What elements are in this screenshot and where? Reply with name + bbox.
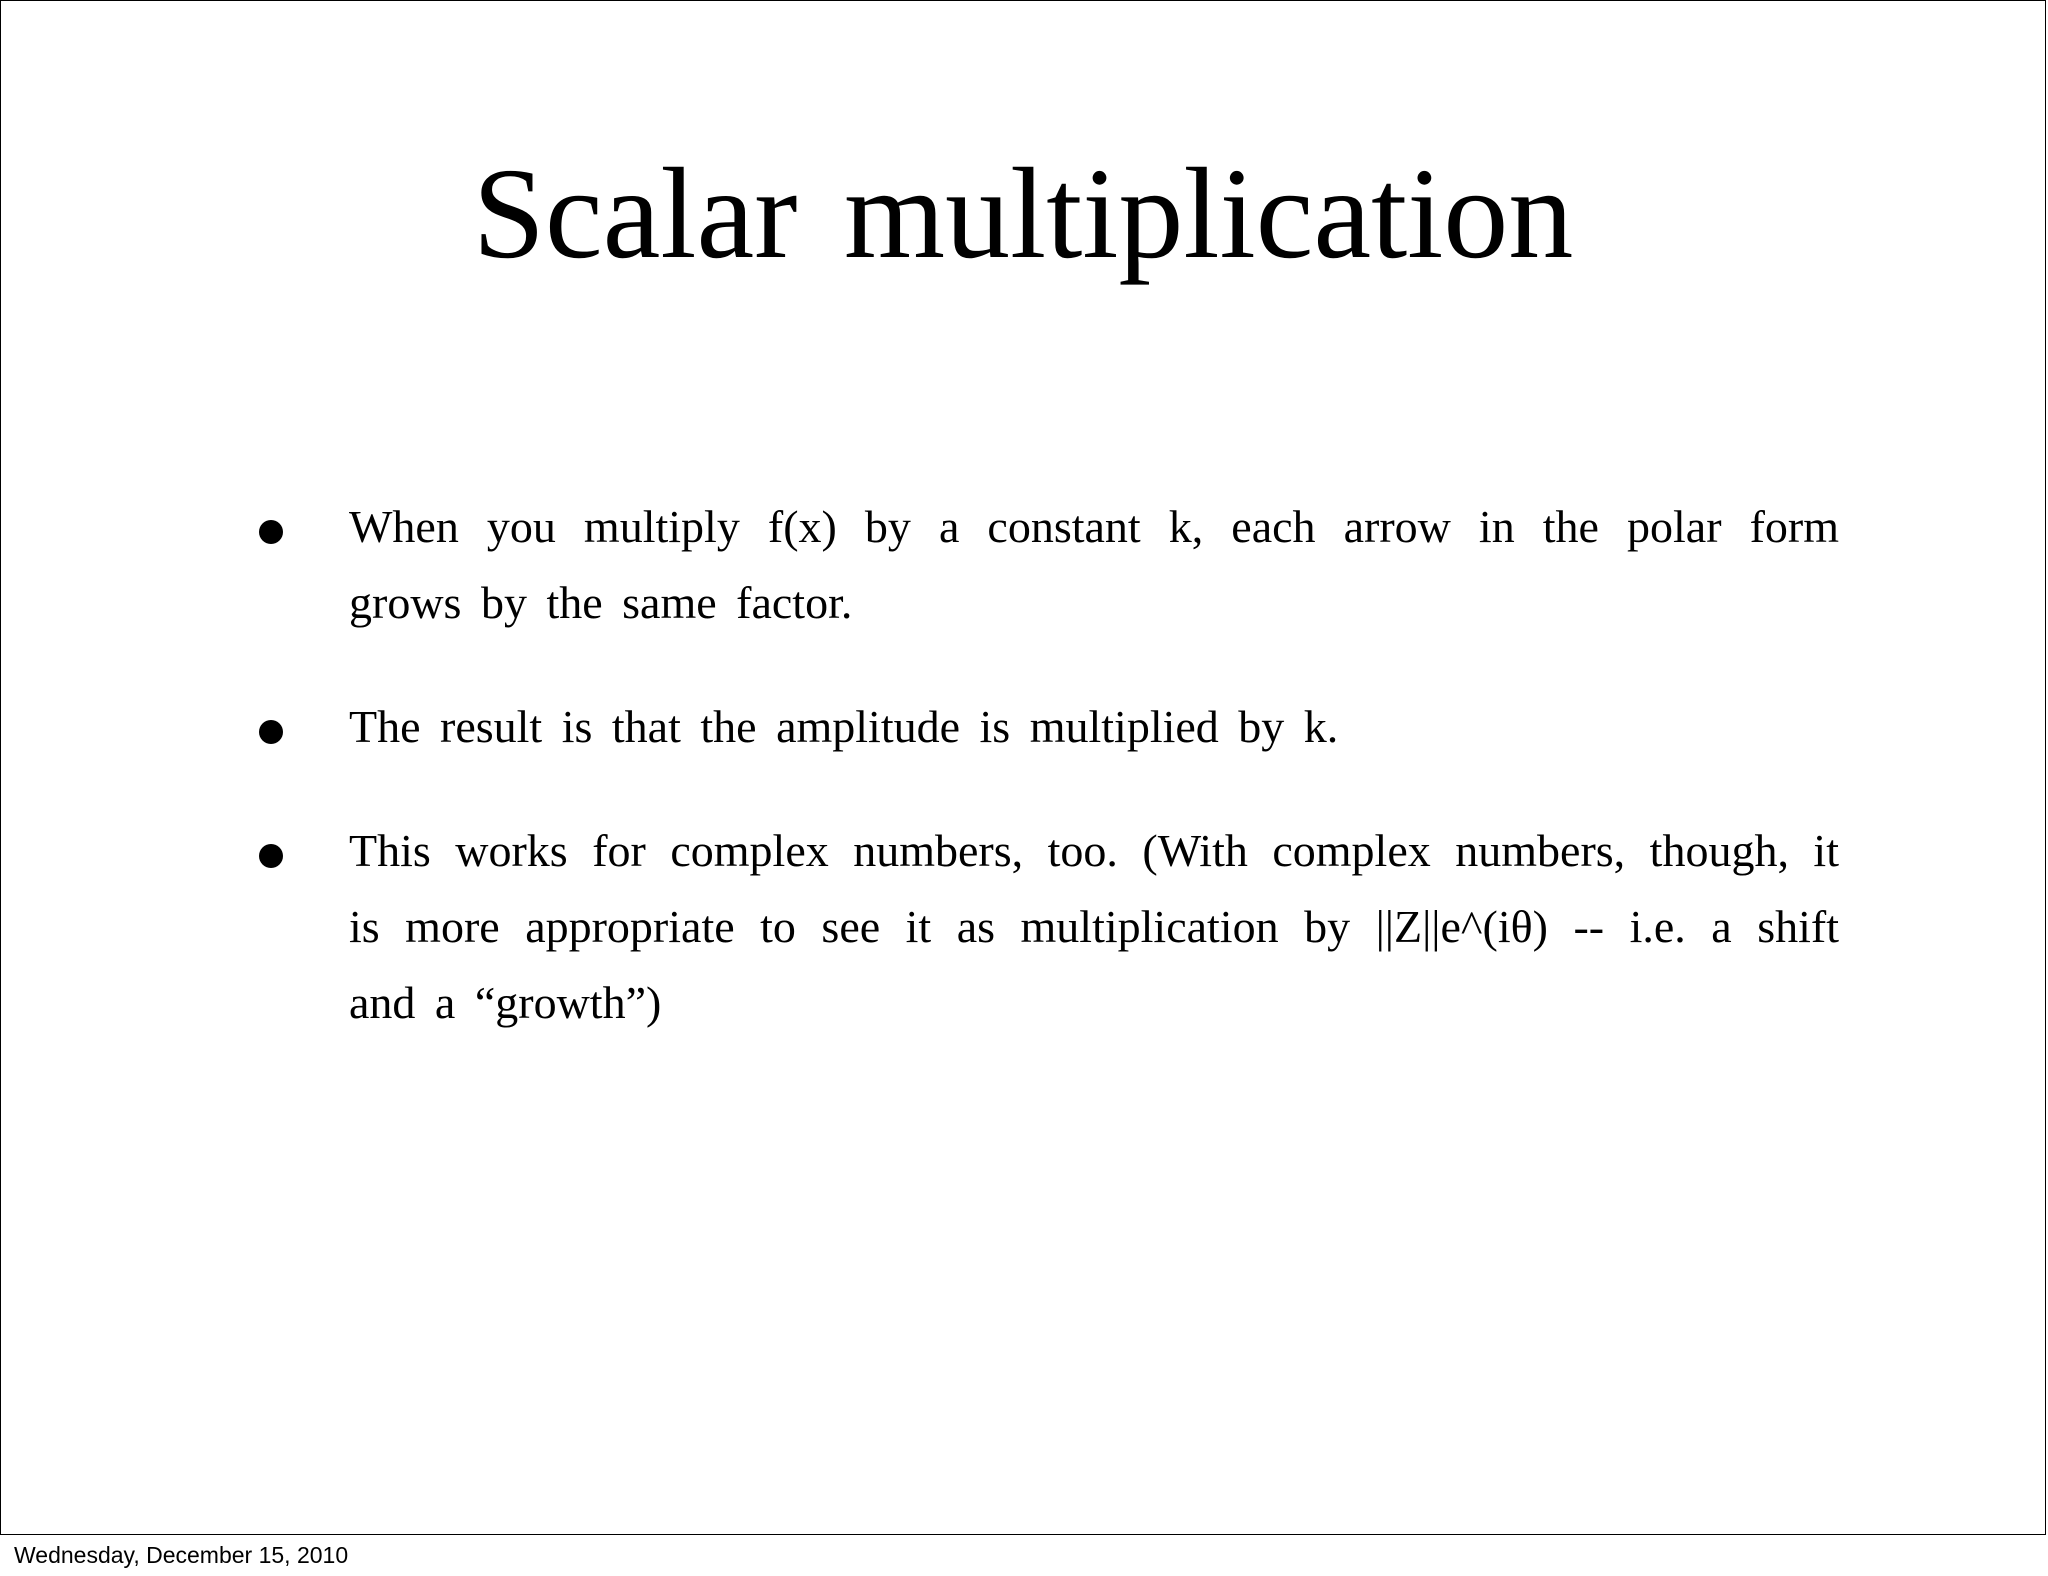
bullet-item-1 <box>259 489 1839 641</box>
bullet-item-3 <box>259 813 1839 1041</box>
bullet-text-2: The result is that the amplitude is multiplied by k. <box>349 701 1339 752</box>
bullet-dot-icon <box>259 520 283 544</box>
bullet-dot-icon <box>259 720 283 744</box>
bullet-text-1: When you multiply f(x) by a constant k, each arrow in the polar form grows by the same factor. <box>349 501 1839 628</box>
bullet-dot-icon <box>259 844 283 868</box>
bullet-text-3: This works for complex numbers, too. (With complex numbers, though, it is more appropriate to see it as multiplication by ||Z||e^(iθ) -- i.e. a shift and a “growth”) <box>349 825 1839 1028</box>
slide-title: Scalar multiplication <box>472 142 1574 286</box>
bullet-list <box>259 489 1839 1041</box>
bullet-item-2 <box>259 689 1839 765</box>
footer-date: Wednesday, December 15, 2010 <box>14 1542 349 1568</box>
